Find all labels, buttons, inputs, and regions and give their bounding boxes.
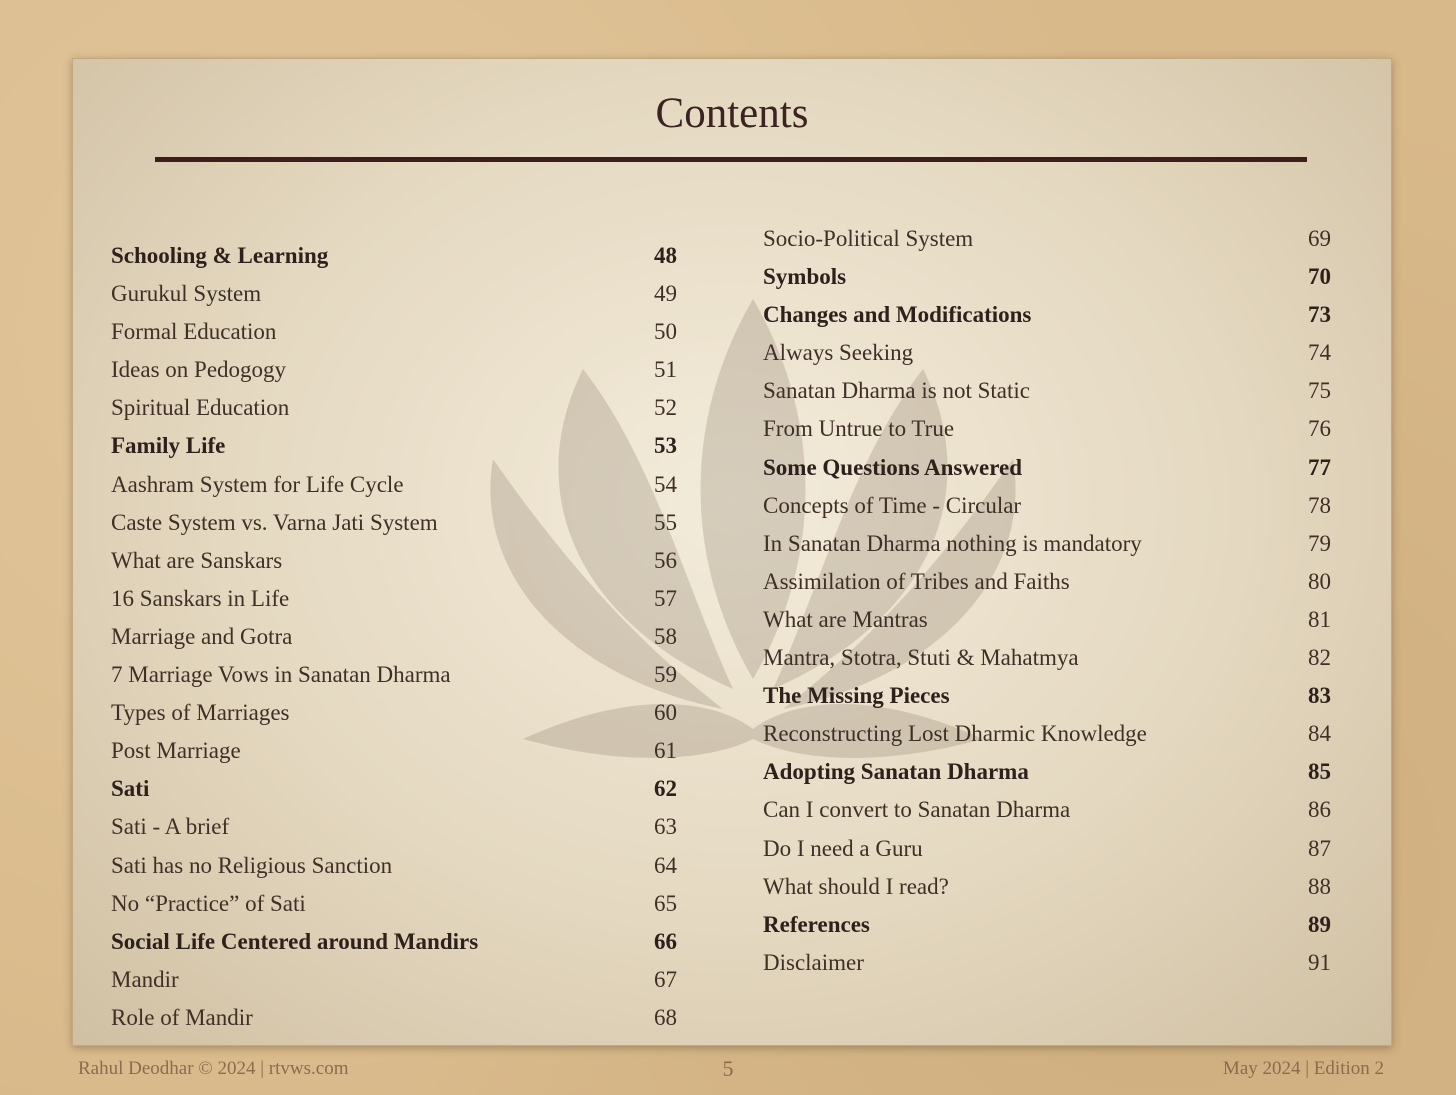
toc-entry-page: 56 [654,547,677,573]
toc-entry-page: 58 [654,623,677,649]
toc-entry-title: No “Practice” of Sati [111,890,306,916]
toc-entry-page: 65 [654,890,677,916]
toc-entry-page: 48 [654,243,677,268]
toc-entry-title: What should I read? [763,873,949,899]
toc-entry-page: 51 [654,357,677,383]
toc-entry[interactable] [111,662,677,700]
toc-entry[interactable] [763,416,1331,454]
toc-entry-page: 64 [654,852,677,878]
toc-entry-page: 66 [654,928,677,954]
toc-section-entry[interactable] [763,683,1331,721]
toc-entry[interactable] [111,395,677,433]
toc-section-entry[interactable] [763,455,1331,493]
toc-entry-page: 80 [1308,568,1331,594]
toc-entry-page: 81 [1308,606,1331,632]
toc-entry-title: Ideas on Pedogogy [111,357,287,383]
toc-entry-title: Socio-Political System [763,226,974,251]
toc-entry-page: 87 [1308,835,1331,861]
toc-entry-page: 55 [654,509,677,535]
toc-entry[interactable] [111,357,677,395]
toc-entry-title: Sati has no Religious Sanction [111,852,393,878]
toc-entry-page: 86 [1308,797,1331,823]
toc-entry-title: Caste System vs. Varna Jati System [111,509,438,535]
toc-entry-page: 82 [1308,645,1331,671]
toc-entry-title: Sati - A brief [111,814,230,840]
toc-section-entry[interactable] [763,912,1331,950]
toc-entry-page: 54 [654,471,677,497]
toc-section-entry[interactable] [763,264,1331,302]
toc-entry-title: Do I need a Guru [763,835,923,861]
toc-entry[interactable] [111,281,677,319]
toc-entry-title: Concepts of Time - Circular [763,492,1022,518]
toc-entry-title: 7 Marriage Vows in Sanatan Dharma [111,662,451,688]
toc-entry-page: 84 [1308,721,1331,747]
toc-entry-page: 78 [1308,492,1331,518]
toc-entry[interactable] [763,569,1331,607]
toc-entry[interactable] [111,814,677,852]
toc-entry[interactable] [763,531,1331,569]
toc-entry-page: 60 [654,700,677,726]
toc-entry-title: Symbols [763,264,847,290]
toc-entry-title: 16 Sanskars in Life [111,585,290,611]
toc-entry-page: 63 [654,814,677,840]
toc-entry-page: 61 [654,738,677,764]
title-divider [155,157,1307,162]
toc-entry[interactable] [763,836,1331,874]
toc-entry-page: 52 [654,395,677,421]
toc-entry-page: 50 [654,319,677,345]
toc-entry-title: From Untrue to True [763,416,955,442]
toc-entry-title: Always Seeking [763,340,914,366]
toc-entry-title: Aashram System for Life Cycle [111,471,404,497]
toc-entry-title: Changes and Modifications [763,302,1032,328]
toc-entry-title: Schooling & Learning [111,243,329,268]
toc-entry-page: 62 [654,776,677,802]
footer-edition: May 2024 | Edition 2 [1222,1058,1384,1079]
toc-entry-title: Sati [111,776,150,802]
toc-entry-page: 73 [1308,302,1331,328]
toc-entry-title: Spiritual Education [111,395,290,421]
toc-entry-title: In Sanatan Dharma nothing is mandatory [763,530,1142,556]
toc-entry-page: 77 [1308,454,1331,480]
toc-entry-page: 74 [1308,340,1331,366]
page-title: Contents [655,90,809,137]
toc-entry-title: References [763,911,870,937]
toc-entry-page: 70 [1308,264,1331,290]
toc-entry-page: 75 [1308,378,1331,404]
toc-entry[interactable] [763,226,1331,264]
toc-entry[interactable] [111,319,677,357]
footer-page-number: 5 [722,1056,734,1081]
toc-entry-title: Gurukul System [111,281,262,307]
toc-entry[interactable] [763,607,1331,645]
toc-entry-title: The Missing Pieces [763,683,950,709]
toc-entry[interactable] [111,891,677,929]
toc-entry-title: Formal Education [111,319,277,345]
toc-entry-title: What are Sanskars [111,547,283,573]
toc-entry-title: What are Mantras [763,606,928,632]
toc-entry-title: Mandir [111,966,179,992]
toc-entry[interactable] [111,700,677,738]
toc-entry-title: Post Marriage [111,738,241,764]
toc-entry-page: 85 [1308,759,1331,785]
toc-entry[interactable] [763,721,1331,759]
toc-entry-title: Reconstructing Lost Dharmic Knowledge [763,721,1147,747]
toc-entry-page: 89 [1308,911,1331,937]
toc-entry[interactable] [763,950,1331,988]
toc-entry-page: 91 [1308,949,1331,975]
toc-section-entry[interactable] [763,302,1331,340]
toc-entry-title: Assimilation of Tribes and Faiths [763,568,1070,594]
toc-section-entry[interactable] [763,759,1331,797]
toc-entry[interactable] [763,874,1331,912]
toc-entry-title: Some Questions Answered [763,454,1022,480]
toc-entry-title: Types of Marriages [111,700,290,726]
toc-entry-title: Role of Mandir [111,1004,253,1030]
toc-entry-page: 67 [654,966,677,992]
toc-entry-title: Adopting Sanatan Dharma [763,759,1029,785]
toc-entry-page: 79 [1308,530,1331,556]
toc-section-entry[interactable] [111,433,677,471]
toc-entry[interactable] [111,586,677,624]
toc-entry[interactable] [763,797,1331,835]
toc-entry[interactable] [111,510,677,548]
toc-entry[interactable] [763,645,1331,683]
toc-entry-title: Family Life [111,433,226,459]
toc-entry-title: Can I convert to Sanatan Dharma [763,797,1071,823]
toc-entry[interactable] [111,624,677,662]
footer-credit: Rahul Deodhar © 2024 | rtvws.com [78,1058,349,1079]
toc-entry[interactable] [763,493,1331,531]
toc-entry[interactable] [111,548,677,586]
toc-section-entry[interactable] [111,776,677,814]
toc-entry[interactable] [763,378,1331,416]
toc-entry[interactable] [111,967,677,1005]
toc-right-column [763,226,1331,988]
toc-entry-page: 83 [1308,683,1331,709]
toc-entry-title: Sanatan Dharma is not Static [763,378,1030,404]
toc-entry[interactable] [111,738,677,776]
toc-section-entry[interactable] [111,929,677,967]
toc-left-column [111,243,677,1043]
contents-page [72,58,1392,1046]
toc-entry-title: Social Life Centered around Mandirs [111,928,479,954]
toc-entry-page: 68 [654,1004,677,1030]
toc-entry-page: 49 [654,281,677,307]
toc-entry-title: Mantra, Stotra, Stuti & Mahatmya [763,645,1079,671]
toc-entry[interactable] [763,340,1331,378]
toc-section-entry[interactable] [111,243,677,281]
toc-entry-title: Marriage and Gotra [111,623,293,649]
toc-entry-title: Disclaimer [763,949,864,975]
toc-entry-page: 88 [1308,873,1331,899]
toc-entry[interactable] [111,1005,677,1043]
toc-entry-page: 69 [1308,226,1331,251]
toc-entry-page: 76 [1308,416,1331,442]
toc-entry[interactable] [111,853,677,891]
toc-entry-page: 53 [654,433,677,459]
toc-entry-page: 59 [654,662,677,688]
toc-entry[interactable] [111,472,677,510]
toc-entry-page: 57 [654,585,677,611]
